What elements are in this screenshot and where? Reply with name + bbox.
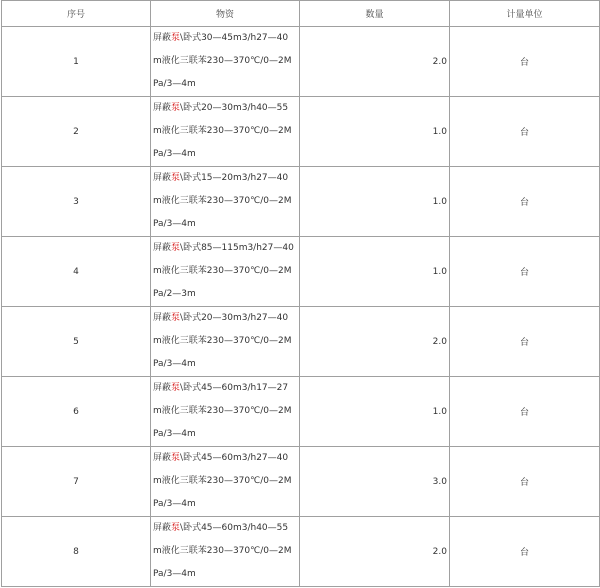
row-material-description <box>151 377 300 447</box>
desc-line-3: Pa/3—4m <box>153 569 196 579</box>
header-row <box>2 1 600 27</box>
table-header <box>2 1 600 27</box>
desc-keyword-highlight: 泵 <box>171 313 181 323</box>
desc-line-1 <box>153 517 299 540</box>
desc-line-1 <box>153 447 299 470</box>
desc-prefix: 屏蔽 <box>153 103 172 113</box>
desc-prefix: 屏蔽 <box>153 243 172 253</box>
row-quantity: 1.0 <box>300 167 450 237</box>
desc-prefix: 屏蔽 <box>153 33 172 43</box>
desc-line-2: m液化三联苯230—370℃/0—2M <box>153 406 292 416</box>
row-unit: 台 <box>450 27 600 97</box>
row-quantity: 2.0 <box>300 517 450 587</box>
table-row <box>2 167 600 237</box>
desc-prefix: 屏蔽 <box>153 523 172 533</box>
desc-line-2: m液化三联苯230—370℃/0—2M <box>153 126 292 136</box>
row-material-description <box>151 237 300 307</box>
desc-line-1 <box>153 97 299 120</box>
row-material-description <box>151 517 300 587</box>
desc-keyword-highlight: 泵 <box>171 173 181 183</box>
row-unit: 台 <box>450 377 600 447</box>
row-index: 1 <box>2 27 151 97</box>
table-row <box>2 517 600 587</box>
row-unit: 台 <box>450 167 600 237</box>
row-index: 2 <box>2 97 151 167</box>
table-row <box>2 27 600 97</box>
desc-line-2: m液化三联苯230—370℃/0—2M <box>153 266 292 276</box>
row-unit: 台 <box>450 307 600 377</box>
table-body <box>2 27 600 587</box>
row-index: 3 <box>2 167 151 237</box>
desc-line-1 <box>153 27 299 50</box>
desc-keyword-highlight: 泵 <box>171 33 181 43</box>
desc-prefix: 屏蔽 <box>153 383 172 393</box>
row-unit: 台 <box>450 97 600 167</box>
row-unit: 台 <box>450 237 600 307</box>
desc-spec: \卧式45—60m3/h40—55 <box>180 523 289 533</box>
desc-keyword-highlight: 泵 <box>171 103 181 113</box>
desc-line-3: Pa/3—4m <box>153 219 196 229</box>
row-quantity: 1.0 <box>300 97 450 167</box>
row-quantity: 2.0 <box>300 27 450 97</box>
desc-line-1 <box>153 237 299 260</box>
desc-spec: \卧式45—60m3/h17—27 <box>180 383 289 393</box>
row-index: 4 <box>2 237 151 307</box>
desc-spec: \卧式85—115m3/h27—40 <box>180 243 294 253</box>
desc-line-2: m液化三联苯230—370℃/0—2M <box>153 336 292 346</box>
desc-line-2: m液化三联苯230—370℃/0—2M <box>153 476 292 486</box>
desc-line-1 <box>153 167 299 190</box>
row-index: 7 <box>2 447 151 517</box>
row-quantity: 1.0 <box>300 237 450 307</box>
desc-line-3: Pa/3—4m <box>153 149 196 159</box>
desc-line-2: m液化三联苯230—370℃/0—2M <box>153 56 292 66</box>
desc-spec: \卧式20—30m3/h40—55 <box>180 103 289 113</box>
desc-spec: \卧式20—30m3/h27—40 <box>180 313 289 323</box>
row-material-description <box>151 307 300 377</box>
row-quantity: 1.0 <box>300 377 450 447</box>
row-unit: 台 <box>450 517 600 587</box>
desc-keyword-highlight: 泵 <box>171 523 181 533</box>
row-material-description <box>151 447 300 517</box>
desc-prefix: 屏蔽 <box>153 313 172 323</box>
desc-spec: \卧式30—45m3/h27—40 <box>180 33 289 43</box>
row-index: 5 <box>2 307 151 377</box>
row-index: 8 <box>2 517 151 587</box>
desc-line-3: Pa/3—4m <box>153 429 196 439</box>
table-row <box>2 307 600 377</box>
row-quantity: 2.0 <box>300 307 450 377</box>
desc-line-1 <box>153 377 299 400</box>
desc-prefix: 屏蔽 <box>153 453 172 463</box>
desc-keyword-highlight: 泵 <box>171 243 181 253</box>
header-index: 序号 <box>2 1 151 27</box>
row-material-description <box>151 167 300 237</box>
header-unit: 计量单位 <box>450 1 600 27</box>
row-quantity: 3.0 <box>300 447 450 517</box>
row-material-description <box>151 97 300 167</box>
desc-spec: \卧式45—60m3/h27—40 <box>180 453 289 463</box>
table-row <box>2 237 600 307</box>
materials-table <box>1 0 600 587</box>
desc-prefix: 屏蔽 <box>153 173 172 183</box>
desc-line-1 <box>153 307 299 330</box>
row-material-description <box>151 27 300 97</box>
table-row <box>2 447 600 517</box>
desc-line-3: Pa/2—3m <box>153 289 196 299</box>
desc-keyword-highlight: 泵 <box>171 383 181 393</box>
row-unit: 台 <box>450 447 600 517</box>
header-quantity: 数量 <box>300 1 450 27</box>
header-material: 物资 <box>151 1 300 27</box>
table-row <box>2 97 600 167</box>
desc-line-2: m液化三联苯230—370℃/0—2M <box>153 196 292 206</box>
desc-spec: \卧式15—20m3/h27—40 <box>180 173 289 183</box>
desc-keyword-highlight: 泵 <box>171 453 181 463</box>
desc-line-3: Pa/3—4m <box>153 499 196 509</box>
desc-line-2: m液化三联苯230—370℃/0—2M <box>153 546 292 556</box>
table-row <box>2 377 600 447</box>
row-index: 6 <box>2 377 151 447</box>
desc-line-3: Pa/3—4m <box>153 359 196 369</box>
desc-line-3: Pa/3—4m <box>153 79 196 89</box>
